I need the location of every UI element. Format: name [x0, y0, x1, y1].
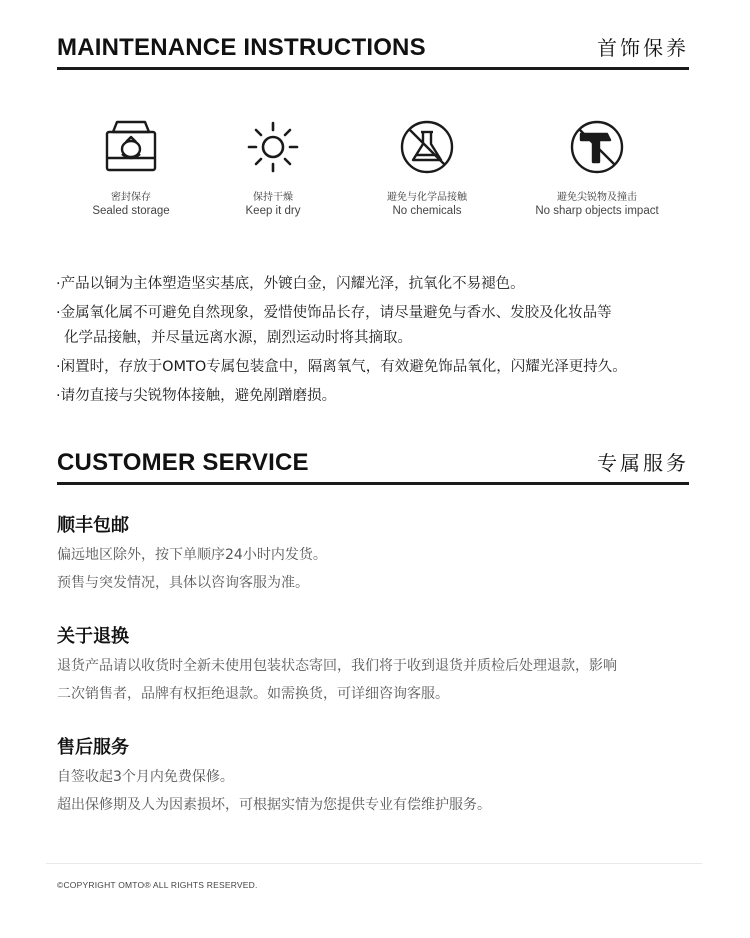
bullet-line: ·金属氧化属不可避免自然现象，爱惜使饰品长存，请尽量避免与香水、发胶及化妆品等 [56, 305, 612, 321]
service-block-after-sales [57, 736, 697, 819]
service-block-shipping [57, 514, 697, 597]
care-icons-row [57, 118, 689, 228]
no-hammer-icon [566, 118, 628, 176]
service-block-line: 自签收起3个月内免费保修。 [57, 769, 234, 785]
service-block-line: 退货产品请以收货时全新未使用包装状态寄回，我们将于收到退货并质检后处理退款，影响 [57, 658, 617, 674]
care-item-sealed-storage [51, 118, 211, 217]
bullet-line: ·产品以铜为主体塑造坚实基底，外镀白金，闪耀光泽，抗氧化不易褪色。 [56, 276, 525, 292]
service-block-line: 超出保修期及人为因素损坏，可根据实情为您提供专业有偿维护服务。 [57, 797, 491, 813]
service-title-en: CUSTOMER SERVICE [57, 449, 309, 476]
care-label-en: Sealed storage [92, 205, 170, 217]
service-block-returns [57, 625, 697, 708]
service-block-title: 关于退换 [57, 626, 129, 647]
care-item-no-chemicals [347, 118, 507, 217]
ring-box-icon [100, 118, 162, 176]
care-label-en: No sharp objects impact [535, 205, 659, 217]
bullet-line: ·闲置时，存放于OMTO专属包装盒中，隔离氧气，有效避免饰品氧化，闪耀光泽更持久。 [56, 359, 627, 375]
service-block-line: 二次销售者，品牌有权拒绝退款。如需换货，可详细咨询客服。 [57, 686, 449, 702]
care-label-zh: 避免尖锐物及撞击 [557, 192, 637, 203]
bullet-item [56, 355, 696, 380]
maintenance-title-en: MAINTENANCE INSTRUCTIONS [57, 34, 426, 61]
service-block-title: 售后服务 [57, 737, 129, 758]
service-block-line: 偏远地区除外，按下单顺序24小时内发货。 [57, 547, 327, 563]
service-block-title: 顺丰包邮 [57, 515, 129, 536]
maintenance-bullet-list [56, 272, 696, 413]
maintenance-title-zh: 首饰保养 [597, 36, 689, 60]
care-item-no-sharp-objects [517, 118, 677, 217]
bullet-line: ·请勿直接与尖锐物体接触，避免剐蹭磨损。 [56, 388, 337, 404]
footer-divider [46, 863, 702, 864]
care-label-zh: 密封保存 [111, 192, 151, 203]
service-header [57, 445, 689, 485]
bullet-line-continued: 化学品接触，并尽量远离水源，剧烈运动时将其摘取。 [64, 330, 412, 346]
service-block-line: 预售与突发情况，具体以咨询客服为准。 [57, 575, 309, 591]
care-item-keep-dry [193, 118, 353, 217]
care-label-zh: 保持干燥 [253, 192, 293, 203]
care-label-en: Keep it dry [245, 205, 301, 217]
bullet-item [56, 272, 696, 297]
care-label-zh: 避免与化学品接触 [387, 192, 467, 203]
no-chemicals-icon [396, 118, 458, 176]
care-label-en: No chemicals [392, 205, 462, 217]
copyright-text: ©COPYRIGHT OMTO® ALL RIGHTS RESERVED. [57, 880, 258, 890]
service-title-zh: 专属服务 [597, 451, 689, 475]
maintenance-header [57, 30, 689, 70]
sun-icon [242, 118, 304, 176]
bullet-item [56, 301, 696, 351]
bullet-item [56, 384, 696, 409]
